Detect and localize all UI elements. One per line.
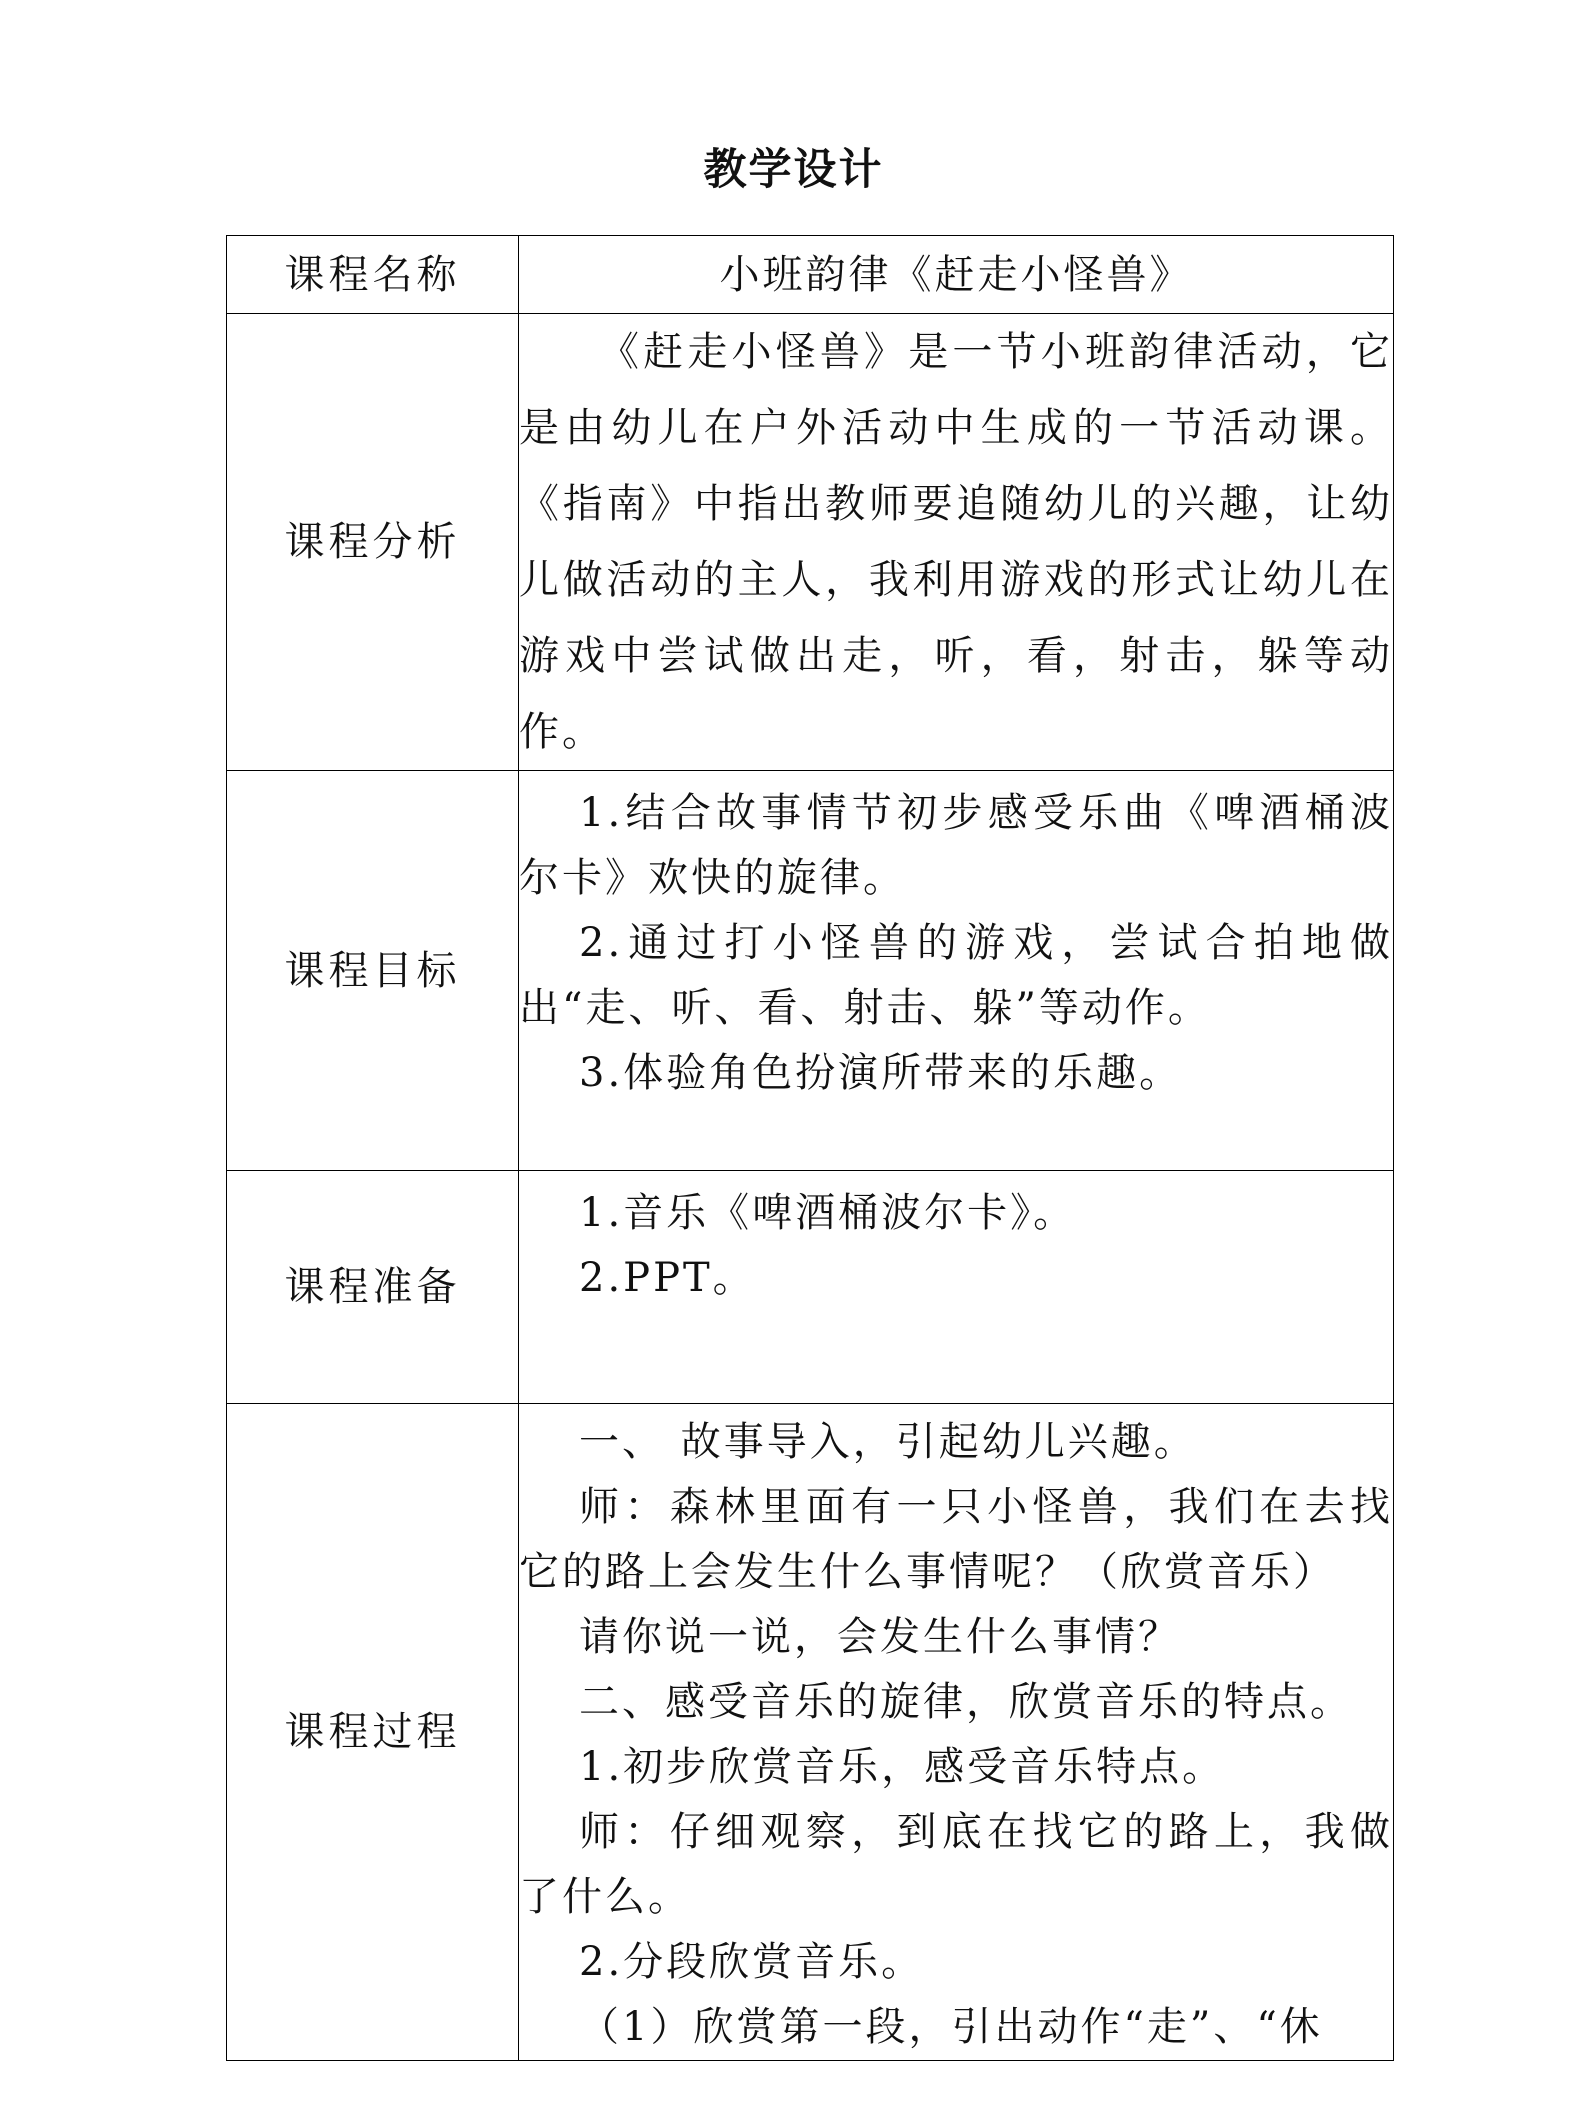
course-name-label: 课程名称 bbox=[227, 236, 519, 314]
row-course-prep bbox=[227, 1171, 1394, 1404]
row-course-process bbox=[227, 1404, 1394, 2061]
course-analysis-cell bbox=[519, 314, 1394, 771]
document-title: 教学设计 bbox=[703, 145, 884, 195]
row-course-name bbox=[227, 236, 1394, 314]
row-course-analysis bbox=[227, 314, 1394, 771]
course-analysis-text: 《赶走小怪兽》是一节小班韵律活动，它是由幼儿在户外活动中生成的一节活动课。《指南》中指出教师要追随幼儿的兴趣，让幼儿做活动的主人，我利用游戏的形式让幼儿在游戏中尝试做出走，听，看，射击，躲等动作。 bbox=[519, 329, 1393, 755]
goal-item-3: 3.体验角色扮演所带来的乐趣。 bbox=[579, 1050, 1183, 1096]
prep-item-2: 2.PPT。 bbox=[579, 1255, 756, 1301]
process-line-7: 2.分段欣赏音乐。 bbox=[579, 1939, 925, 1985]
goal-item-1: 1.结合故事情节初步感受乐曲《啤酒桶波尔卡》欢快的旋律。 bbox=[519, 790, 1393, 901]
lesson-plan-table bbox=[226, 235, 1394, 2061]
row-course-goals bbox=[227, 771, 1394, 1171]
course-analysis-label: 课程分析 bbox=[227, 314, 519, 771]
course-goals-cell bbox=[519, 771, 1394, 1171]
goal-item-2: 2.通过打小怪兽的游戏，尝试合拍地做出“走、听、看、射击、躲”等动作。 bbox=[519, 920, 1393, 1031]
course-name-value: 小班韵律《赶走小怪兽》 bbox=[519, 236, 1394, 314]
course-process-label: 课程过程 bbox=[227, 1404, 519, 2061]
prep-item-1: 1.音乐《啤酒桶波尔卡》。 bbox=[579, 1190, 1077, 1236]
process-line-2: 师：森林里面有一只小怪兽，我们在去找它的路上会发生什么事情呢？（欣赏音乐） bbox=[519, 1484, 1393, 1595]
process-line-6: 师：仔细观察，到底在找它的路上，我做了什么。 bbox=[519, 1809, 1393, 1920]
course-process-cell bbox=[519, 1404, 1394, 2061]
course-prep-label: 课程准备 bbox=[227, 1171, 519, 1404]
process-line-4: 二、感受音乐的旋律，欣赏音乐的特点。 bbox=[579, 1679, 1353, 1725]
process-line-1: 一、 故事导入，引起幼儿兴趣。 bbox=[579, 1419, 1197, 1465]
course-prep-cell bbox=[519, 1171, 1394, 1404]
course-goals-label: 课程目标 bbox=[227, 771, 519, 1171]
process-line-5: 1.初步欣赏音乐，感受音乐特点。 bbox=[579, 1744, 1226, 1790]
process-line-8: （1）欣赏第一段，引出动作“走”、“休 bbox=[579, 2004, 1323, 2050]
process-line-3: 请你说一说，会发生什么事情？ bbox=[579, 1614, 1181, 1660]
